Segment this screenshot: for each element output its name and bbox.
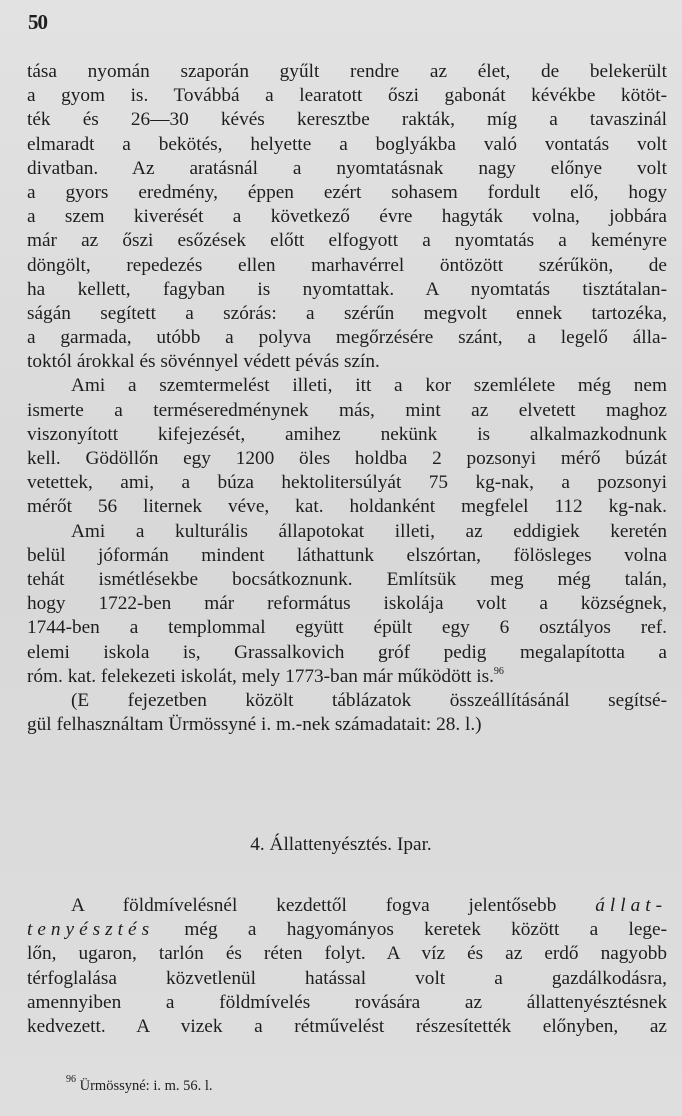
text-line: kedvezett. A vizek a rétművelést részesítették előnyben, az [27,1015,667,1037]
text-line: viszonyított kifejezését, amihez nekünk is alkalmazkodnunk [27,423,667,445]
text-line: róm. kat. felekezeti iskolát, mely 1773-ban már működött is. [27,665,494,687]
page-number: 50 [28,10,47,34]
text-line: lőn, ugaron, tarlón és réten folyt. A víz és az erdő nagyobb [27,943,667,965]
text-line: elmaradt a bekötés, helyette a boglyákba való vontatás volt [27,133,667,155]
text-line: (E fejezetben közölt táblázatok összeállításánál segítsé- [71,689,667,711]
text-line: ha kellett, fagyban is nyomtattak. A nyomtatás tisztátalan- [27,278,667,300]
section-heading: 4. Állattenyésztés. Ipar. [250,834,432,855]
footnote-number: 96 [66,1074,76,1085]
text-line: tása nyomán szaporán gyűlt rendre az élet, de belekerült [27,61,667,82]
text-line: a szem kiverését a következő évre hagyták volna, jobbára [27,206,667,228]
emphasized-term: tenyésztés [27,919,155,941]
text-line: döngölt, repedezés ellen marhavérrel öntözött szérűkön, de [27,254,667,276]
text-line: amennyiben a földmívelés rovására az állattenyésztésnek [27,991,667,1013]
text-line: belül jóformán mindent láthattunk elszórtan, fölösleges volna [27,544,667,566]
text-line: a gyors eredmény, éppen ezért sohasem fordult elő, hogy [27,181,667,203]
text-line: a gyom is. Továbbá a learatott őszi gabonát kévékbe kötöt- [27,85,667,107]
text-line: ságán segített a szórás: a szérűn megvolt ennek tartozéka, [27,302,667,324]
text-line: Ami a kulturális állapotokat illeti, az eddigiek keretén [71,520,667,542]
body-text [27,60,667,737]
footnote-reference[interactable]: 96 [493,665,504,677]
text-line: tehát ismétlésekbe bocsátkoznunk. Említsük meg még talán, [27,568,667,590]
emphasized-term: állat- [595,895,668,916]
text-line: ték és 26—30 kévés keresztbe rakták, míg a tavaszinál [27,109,667,131]
text-line: térfoglalása közvetlenül hatással volt a gazdálkodásra, [27,967,667,989]
text-line: kell. Gödöllőn egy 1200 öles holdba 2 pozsonyi mérő búzát [27,448,667,469]
text-line-with-footnote [27,665,667,689]
text-line: gül felhasználtam Ürmössyné i. m.-nek számadatait: 28. l.) [27,714,482,736]
text-line: vetettek, ami, a búza hektolitersúlyát 75 kg-nak, a pozsonyi [27,472,667,494]
text-line: Ami a szemtermelést illeti, itt a kor szemlélete még nem [71,375,667,397]
text-line: hogy 1722-ben már református iskolája volt a községnek, [27,593,667,615]
text-line: mérőt 56 liternek véve, kat. holdanként megfelel 112 kg-nak. [27,496,667,518]
text-line [27,918,667,942]
text-line: toktól árokkal és sövénnyel védett pévás szín. [27,351,380,373]
text-line: divatban. Az aratásnál a nyomtatásnak nagy előnye volt [27,157,667,179]
text-line: ismerte a terméseredménynek más, mint az elvetett maghoz [27,399,667,421]
text-line: 1744-ben a templommal együtt épült egy 6 osztályos ref. [27,617,667,639]
text-segment: A földmívelésnél kezdettől fogva jelentősebb [71,895,557,916]
footnote-text: Ürmössyné: i. m. 56. l. [79,1078,213,1094]
section-body [27,894,667,1039]
text-line: a garmada, utóbb a polyva megőrzésére szánt, a legelő álla- [27,327,667,349]
text-segment: még a hagyományos keretek között a lege- [184,919,668,941]
footnote [66,1074,213,1095]
text-line: már az őszi esőzések előtt elfogyott a nyomtatás a keményre [27,230,667,252]
text-line [27,894,667,918]
text-line: elemi iskola is, Grassalkovich gróf pedig megalapította a [27,641,667,663]
